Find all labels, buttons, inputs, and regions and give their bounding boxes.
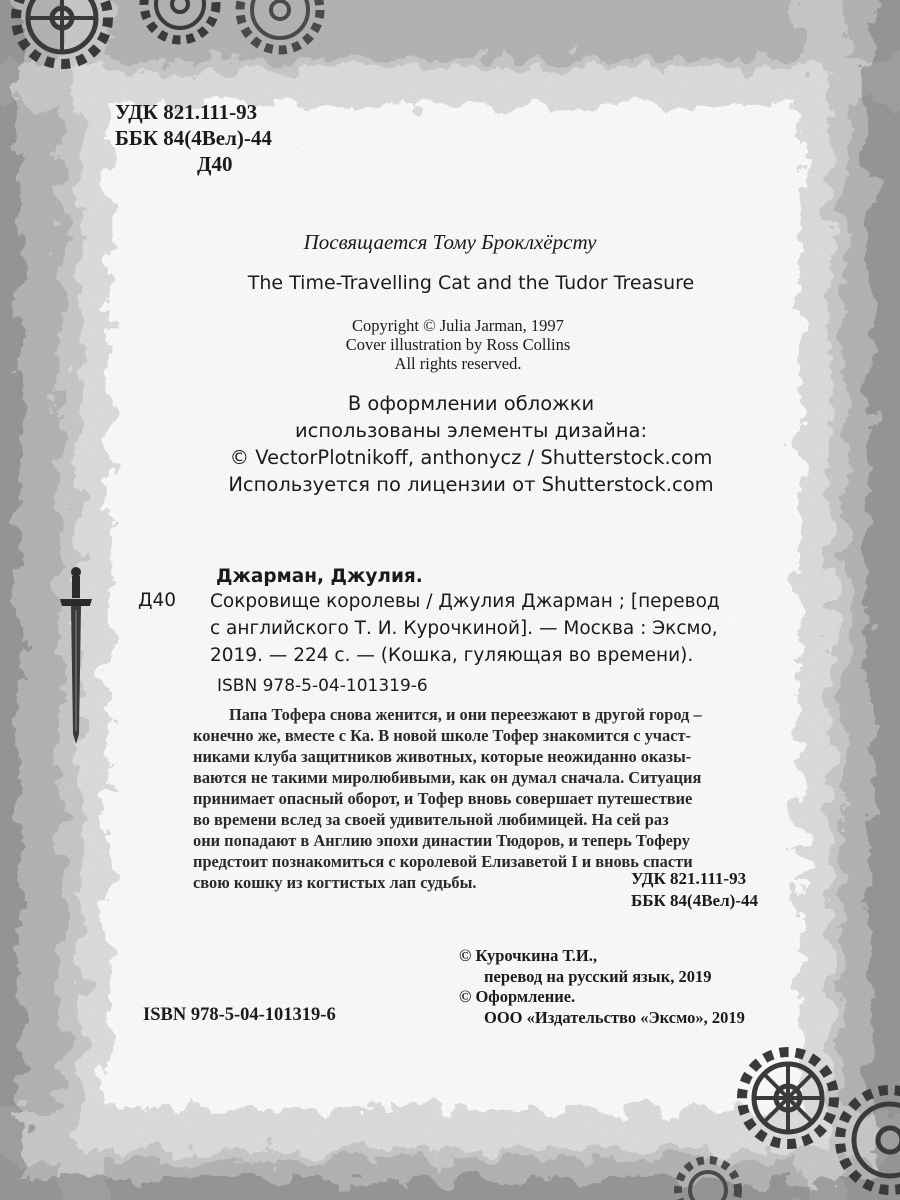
- copyright-notice: [0, 316, 900, 373]
- author-mark: Д40: [197, 152, 233, 176]
- biblio-author: Джарман, Джулия.: [216, 566, 423, 587]
- copyright-footer: [459, 946, 745, 1028]
- annotation: [193, 704, 702, 893]
- annotation-line: во времени вслед за своей удивительной любимицей. На сей раз: [193, 810, 669, 829]
- translator-copyright: © Курочкина Т.И.,: [459, 946, 598, 965]
- copyright-line: Copyright © Julia Jarman, 1997: [352, 316, 564, 335]
- isbn-footer: ISBN 978-5-04-101319-6: [143, 1005, 336, 1025]
- dedication: Посвящается Тому Броклхёрсту: [303, 230, 597, 254]
- design-credits: [0, 390, 900, 498]
- design-credits-line: В оформлении обложки: [347, 392, 595, 415]
- biblio-description-line: 2019. — 224 с. — (Кошка, гуляющая во времени).: [210, 645, 694, 666]
- annotation-line: свою кошку из когтистых лап судьбы.: [193, 873, 477, 892]
- bbk-code: ББК 84(4Вел)-44: [115, 126, 272, 150]
- annotation-line: конечно же, вместе с Ка. В новой школе Тофер знакомится с участ-: [193, 726, 691, 745]
- biblio-description-line: с английского Т. И. Курочкиной]. — Москва : Эксмо,: [210, 618, 718, 639]
- udk-code: УДК 821.111-93: [115, 100, 258, 124]
- cover-illustration-line: Cover illustration by Ross Collins: [345, 335, 571, 354]
- publisher-name: ООО «Издательство «Эксмо», 2019: [484, 1007, 745, 1027]
- design-credits-line: Используется по лицензии от Shutterstock.com: [228, 473, 714, 496]
- annotation-line: они попадают в Англию эпохи династии Тюдоров, и теперь Тоферу: [193, 831, 690, 850]
- annotation-line: принимает опасный оборот, и Тофер вновь совершает путешествие: [193, 789, 693, 808]
- design-credits-line: © VectorPlotnikoff, anthonycz / Shutterstock.com: [229, 446, 713, 469]
- sword-icon: [60, 566, 92, 746]
- design-credits-line: использованы элементы дизайна:: [294, 419, 648, 442]
- biblio-isbn: ISBN 978-5-04-101319-6: [217, 676, 428, 696]
- biblio-description-line: Сокровище королевы / Джулия Джарман ; [перевод: [210, 591, 720, 612]
- biblio-code: Д40: [138, 590, 176, 611]
- translation-note: перевод на русский язык, 2019: [484, 966, 712, 986]
- design-copyright: © Оформление.: [459, 987, 576, 1006]
- udk-header: [115, 99, 272, 177]
- rights-reserved-line: All rights reserved.: [394, 354, 522, 373]
- annotation-line: ваются не такими миролюбивыми, как он думал сначала. Ситуация: [193, 768, 702, 787]
- bbk-code: ББК 84(4Вел)-44: [631, 891, 758, 910]
- annotation-line: предстоит познакомиться с королевой Елизаветой I и вновь спасти: [193, 852, 693, 871]
- udk-code: УДК 821.111-93: [631, 869, 747, 888]
- original-title: The Time-Travelling Cat and the Tudor Treasure: [247, 272, 695, 294]
- annotation-line: Папа Тофера снова женится, и они переезжают в другой город –: [229, 705, 702, 724]
- biblio-description: [210, 588, 720, 669]
- udk-footer: [631, 868, 758, 912]
- annotation-line: никами клуба защитников животных, которые неожиданно оказы-: [193, 747, 692, 766]
